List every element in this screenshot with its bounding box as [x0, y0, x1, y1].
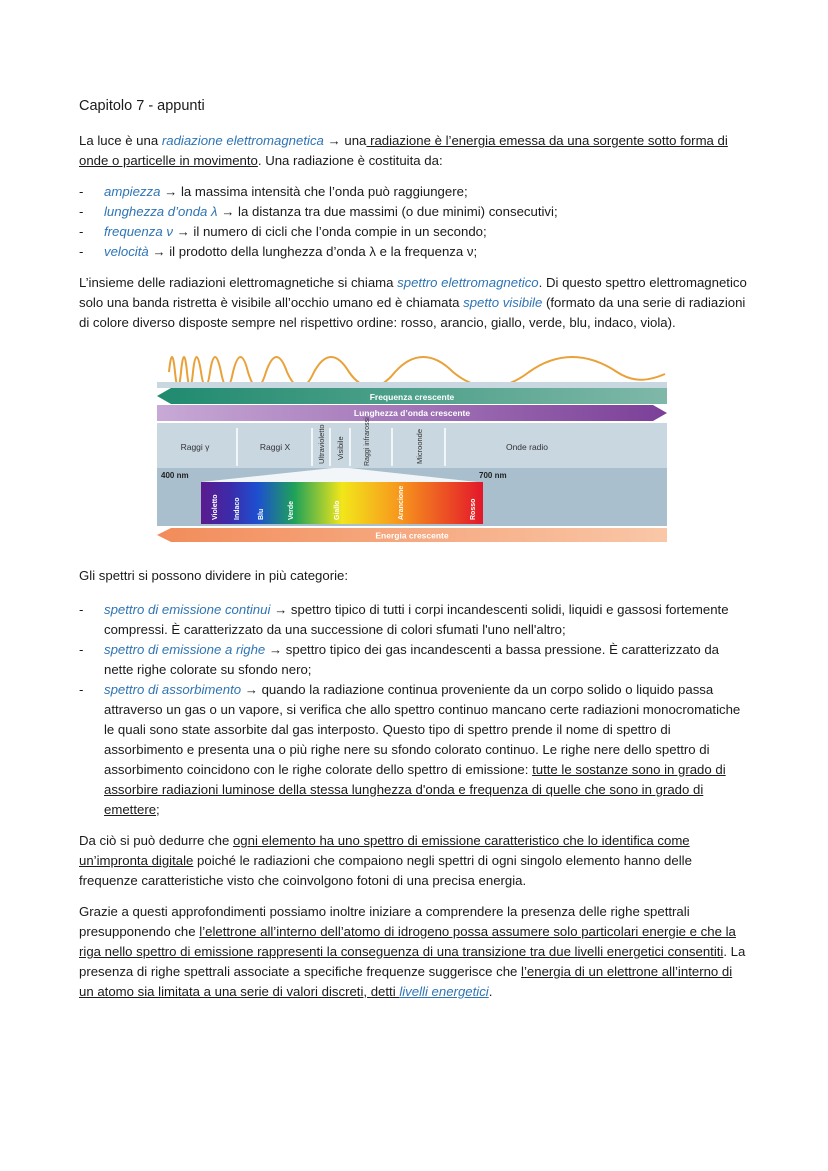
list-item [79, 182, 749, 202]
underlined-statement: tutte le sostanze sono in grado di assorbire radiazioni luminose della stessa lunghezza d'onda e frequenza di quelle che sono in grado di emettere [104, 762, 726, 817]
spectrum-text-3: (formato da una serie di radiazioni di colore diverso disposte sempre nel rispettivo ordine: rosso, arancio, giallo, verde, blu, indaco, viola). [79, 295, 746, 330]
grazie-end: . [488, 984, 493, 999]
list-item-term: spettro di emissione continui [104, 602, 271, 617]
band-gamma: Raggi γ [180, 442, 210, 452]
list-item-text: → il prodotto della lunghezza d’onda λ e la frequenza ν; [148, 244, 478, 259]
list-item-term: spettro di assorbimento [104, 682, 242, 697]
list-item-term: velocità [104, 244, 149, 259]
intro-end-text: . Una radiazione è costituita da: [257, 153, 443, 168]
list-item-text: → spettro tipico di tutti i corpi incandescenti solidi, liquidi e gassosi fortemente compressi. È caratterizzato da una successione di colori sfumati l'uno nell'altro; [104, 602, 729, 637]
band-x: Raggi X [259, 442, 291, 452]
list-item [79, 242, 749, 262]
list-item-term: lunghezza d’onda λ [104, 204, 218, 219]
intro-arrow-text: → una [323, 133, 367, 148]
band-visible: Visibile [336, 436, 345, 460]
underlined-statement: l’elettrone all’interno dell’atomo di idrogeno possa assumere solo particolari energie e che la riga nello spettro di emissione rappresenti la conseguenza di una transizione tra due livelli energetici consentiti [79, 924, 736, 959]
list-item-term: ampiezza [104, 184, 161, 199]
page-title: Capitolo 7 - appunti [79, 98, 205, 114]
band-ir [364, 417, 371, 466]
list-item-text: → il numero di cicli che l’onda compie in un secondo; [172, 224, 487, 239]
list-item-term: frequenza ν [104, 224, 173, 239]
properties-list [79, 182, 749, 262]
list-item [79, 680, 749, 820]
spectrum-text-2: . Di questo spettro elettromagnetico solo una banda ristretta è visibile all’occhio umano ed è chiamata [79, 275, 747, 310]
list-item-term: spettro di emissione a righe [104, 642, 266, 657]
spectrum-figure [157, 344, 667, 544]
band-micro: Microonde [415, 428, 424, 464]
color-verde: Verde [288, 500, 295, 520]
spectrum-paragraph [79, 273, 749, 333]
dedurre-text: Da ciò si può dedurre che [79, 833, 233, 848]
grazie-paragraph [79, 902, 749, 1002]
categories-intro: Gli spettri si possono dividere in più categorie: [79, 568, 349, 583]
band-ir-text: Raggi infrarossi [364, 417, 371, 466]
wavelength-label: Lunghezza d’onda crescente [353, 408, 471, 418]
nm-700: 700 nm [479, 471, 507, 480]
intro-paragraph [79, 131, 749, 171]
energy-label: Energia crescente [375, 530, 449, 541]
term-spettro-elettromagnetico: spettro elettromagnetico [397, 275, 539, 290]
list-item [79, 202, 749, 222]
band-row [157, 423, 667, 468]
band-uv: Ultravioletto [317, 424, 326, 464]
term-radiazione: radiazione elettromagnetica [161, 133, 324, 148]
color-violetto: Violetto [212, 494, 219, 520]
underlined-statement-2: l’energia di un elettrone all’interno di un atomo sia limitata a una serie di valori discreti, detti [79, 964, 733, 999]
color-blu: Blu [258, 508, 265, 520]
dedurre-text-2: poiché le radiazioni che compaiono negli spettri di ogni singolo elemento hanno delle frequenze caratteristiche visto che coinvolgono fotoni di una precisa energia. [79, 853, 692, 888]
underlined-definition: radiazione è l’energia emessa da una sorgente sotto forma di onde o particelle in movimento [79, 133, 728, 168]
list-item [79, 600, 749, 640]
color-indaco: Indaco [234, 497, 241, 520]
color-rosso: Rosso [470, 498, 477, 520]
frequency-label: Frequenza crescente [369, 392, 455, 402]
document-page [79, 94, 749, 1013]
list-item-end: ; [156, 802, 160, 817]
list-item-text: → spettro tipico dei gas incandescenti a bassa pressione. È caratterizzato da nette righe colorate su sfondo nero; [104, 642, 720, 677]
list-item-text: → la distanza tra due massimi (o due minimi) consecutivi; [217, 204, 558, 219]
spectrum-diagram [157, 344, 667, 544]
categories-list [79, 600, 749, 820]
term-spetto-visibile: spetto visibile [463, 295, 543, 310]
list-item-text: → quando la radiazione continua proveniente da un corpo solido o liquido passa attraverso un gas o un vapore, si verifica che allo spettro continuo mancano certe radiazioni monocromatiche le quali sono state assorbite dal gas interposto. Questo tipo di spettro prende il nome di spettro di assorbimento e presenta una o più righe nere su sfondo colorato continuo. Le righe nere dello spettro di assorbimento coincidono con le righe colorate dello spettro di emissione: [104, 682, 741, 777]
color-arancione: Arancione [398, 485, 405, 520]
band-radio: Onde radio [505, 442, 549, 452]
spectrum-text: L’insieme delle radiazioni elettromagnetiche si chiama [79, 275, 398, 290]
list-item [79, 222, 749, 242]
list-item [79, 640, 749, 680]
underlined-statement: ogni elemento ha uno spettro di emissione caratteristico che lo identifica come un’impronta digitale [79, 833, 690, 868]
grazie-text: Grazie a questi approfondimenti possiamo inoltre iniziare a comprendere la presenza delle righe spettrali presupponendo che [79, 904, 690, 939]
visible-spectrum [201, 482, 483, 524]
color-giallo: Giallo [334, 500, 341, 520]
term-livelli-energetici: livelli energetici [399, 984, 489, 999]
grazie-text-2: . La presenza di righe spettrali associate a specifiche frequenze suggerisce che [79, 944, 746, 979]
nm-400: 400 nm [161, 471, 189, 480]
dedurre-paragraph [79, 831, 749, 891]
intro-text: La luce è una [79, 133, 162, 148]
list-item-text: → la massima intensità che l’onda può raggiungere; [160, 184, 468, 199]
